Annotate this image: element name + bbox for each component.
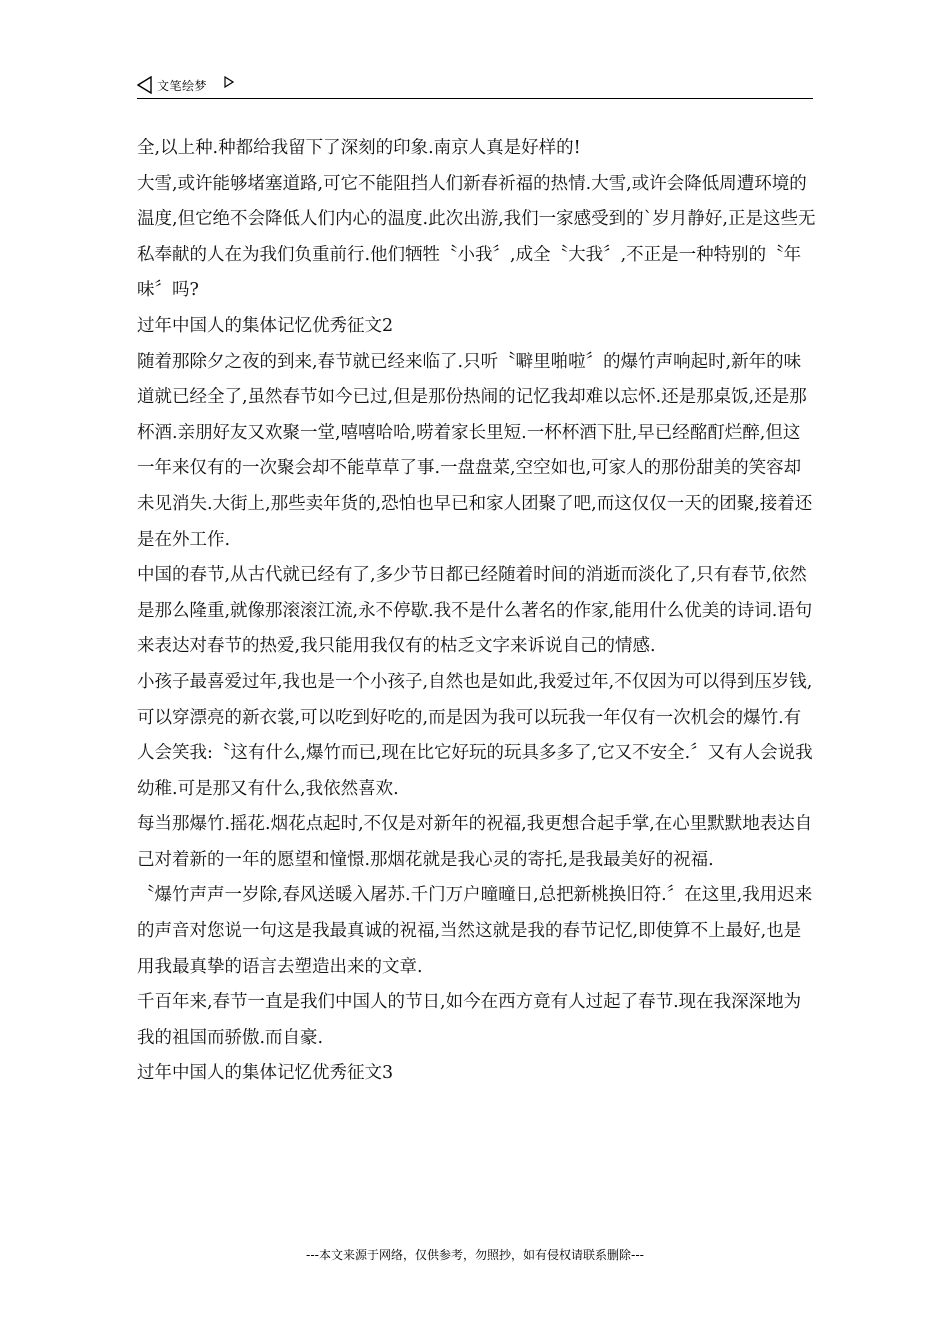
paragraph: 中国的春节,从古代就已经有了,多少节日都已经随着时间的消逝而淡化了,只有春节,依然是那么隆重,就像那滚滚江流,永不停歇.我不是什么著名的作家,能用什么优美的诗词.语句来表达对春节的热爱,我只能用我仅有的枯乏文字来诉说自己的情感.	[137, 565, 813, 657]
section-title: 过年中国人的集体记忆优秀征文2	[137, 315, 394, 336]
triangle-left-icon	[137, 76, 153, 94]
paragraph: 千百年来,春节一直是我们中国人的节日,如今在西方竟有人过起了春节.现在我深深地为我的祖国而骄傲.而自豪.	[137, 992, 802, 1048]
triangle-right-icon	[224, 76, 234, 88]
paragraph: 全,以上种.种都给我留下了深刻的印象.南京人真是好样的!	[137, 138, 581, 158]
paragraph: 随着那除夕之夜的到来,春节就已经来临了.只听〝噼里啪啦〞的爆竹声响起时,新年的味道就已经全了,虽然春节如今已过,但是那份热闹的记忆我却难以忘怀.还是那桌饭,还是那杯酒.亲朋好友又欢聚一堂,嘻嘻哈哈,唠着家长里短.一杯杯酒下肚,早已经酩酊烂醉,但这一年来仅有的一次聚会却不能草草了事.一盘盘菜,空空如也,可家人的那份甜美的笑容却未见消失.大街上,那些卖年货的,恐怕也早已和家人团聚了吧,而这仅仅一天的团聚,接着还是在外工作.	[137, 351, 813, 550]
paragraph: 每当那爆竹.摇花.烟花点起时,不仅是对新年的祝福,我更想合起手掌,在心里默默地表达自己对着新的一年的愿望和憧憬.那烟花就是我心灵的寄托,是我最美好的祝福.	[137, 814, 813, 870]
page-header	[137, 76, 813, 99]
section-title: 过年中国人的集体记忆优秀征文3	[137, 1063, 394, 1084]
paragraph: 〝爆竹声声一岁除,春风送暖入屠苏.千门万户曈曈日,总把新桃换旧符.〞在这里,我用迟来的声音对您说一句这是我最真诚的祝福,当然这就是我的春节记忆,即使算不上最好,也是用我最真挚的语言去塑造出来的文章.	[137, 885, 813, 977]
document-body	[137, 131, 817, 1092]
paragraph: 大雪,或许能够堵塞道路,可它不能阻挡人们新春祈福的热情.大雪,或许会降低周遭环境的温度,但它绝不会降低人们内心的温度.此次出游,我们一家感受到的`岁月静好,正是这些无私奉献的人在为我们负重前行.他们牺牲〝小我〞,成全〝大我〞,不正是一种特别的〝年味〞吗?	[137, 173, 816, 301]
header-brand: 文笔绘梦	[157, 79, 208, 93]
page-footer: ---本文来源于网络，仅供参考，勿照抄，如有侵权请联系删除---	[306, 1248, 644, 1262]
paragraph: 小孩子最喜爱过年,我也是一个小孩子,自然也是如此,我爱过年,不仅因为可以得到压岁钱,可以穿漂亮的新衣裳,可以吃到好吃的,而是因为我可以玩我一年仅有一次机会的爆竹.有人会笑我:〝这有什么,爆竹而已,现在比它好玩的玩具多多了,它又不安全.〞又有人会说我幼稚.可是那又有什么,我依然喜欢.	[137, 671, 813, 799]
